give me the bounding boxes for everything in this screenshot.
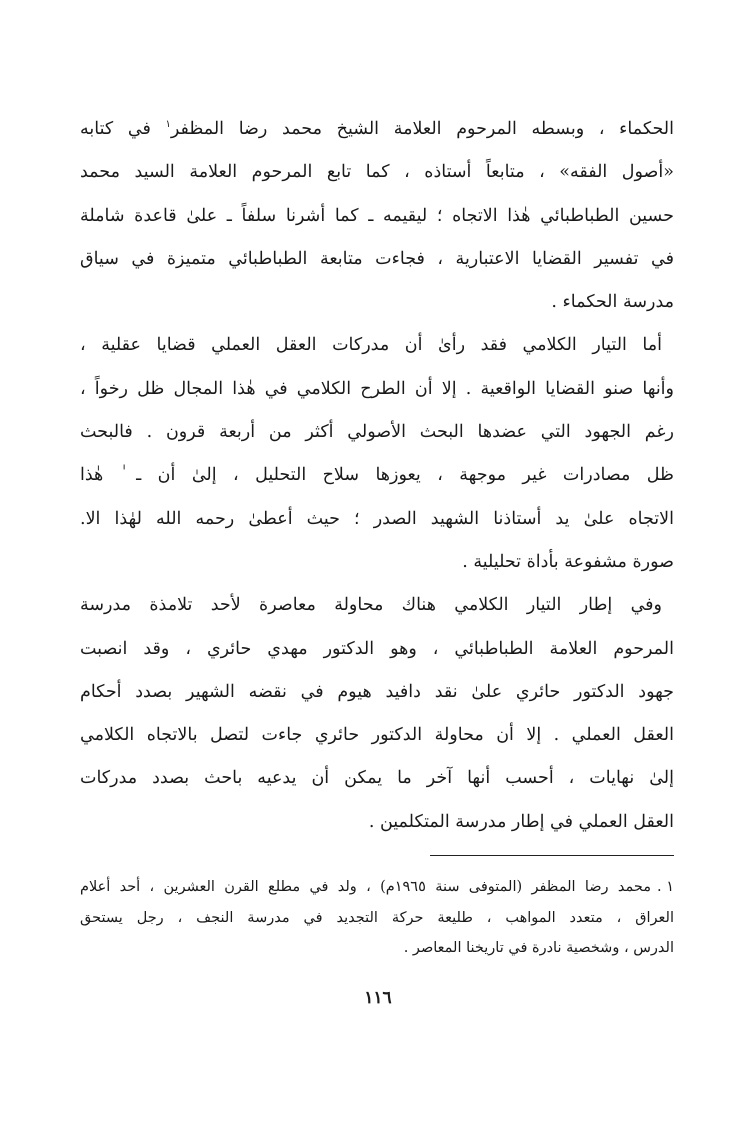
text-line: الاتجاه علىٰ يد أستاذنا الشهيد الصدر ؛ حيث أعطىٰ رحمه الله لهٰذا الا. (80, 508, 674, 529)
text-line: وأنها صنو القضايا الواقعية . إلا أن الطرح الكلامي في هٰذا المجال ظل رخواً ، (80, 378, 674, 399)
text-line: في تفسير القضايا الاعتبارية ، فجاءت متابعة الطباطبائي متميزة في سياق (80, 248, 674, 269)
text-line: أما التيار الكلامي فقد رأىٰ أن مدركات العقل العملي قضايا عقلية ، (80, 335, 662, 356)
text-line: ظل مصادرات غير موجهة ، يعوزها سلاح التحليل ، إلىٰ أن ـ ٰ هٰذا (80, 465, 674, 486)
footnote-number: ١ . (656, 879, 674, 895)
text-line: صورة مشفوعة بأداة تحليلية . (462, 551, 674, 572)
page-number: ١١٦ (364, 988, 392, 1008)
text-line: المرحوم العلامة الطباطبائي ، وهو الدكتور مهدي حائري ، وقد انصبت (80, 638, 674, 659)
text-line: رغم الجهود التي عضدها البحث الأصولي أكثر من أربعة قرون . فالبحث (80, 422, 674, 443)
text-line: جهود الدكتور حائري علىٰ نقد دافيد هيوم في نقضه الشهير بصدد أحكام (80, 681, 674, 702)
text-line: حسين الطباطبائي هٰذا الاتجاه ؛ ليقيمه ـ كما أشرنا سلفاً ـ علىٰ قاعدة شاملة (80, 205, 674, 226)
text-line: العقل العملي . إلا أن محاولة الدكتور حائري جاءت لتصل بالاتجاه الكلامي (80, 725, 674, 746)
footnote-line: العراق ، متعدد المواهب ، طليعة حركة التجديد في مدرسة النجف ، رجل يستحق (80, 909, 674, 926)
text-line: إلىٰ نهايات ، أحسب أنها آخر ما يمكن أن يدعيه باحث بصدد مدركات (80, 768, 674, 789)
body-text (80, 108, 674, 844)
footnote (80, 872, 674, 964)
text-line: الحكماء ، وبسطه المرحوم العلامة الشيخ محمد رضا المظفر$^١$ في كتابه (80, 119, 674, 139)
footnote-line: الدرس ، وشخصية نادرة في تاريخنا المعاصر . (403, 940, 674, 956)
footnote-line: ١ .محمد رضا المظفر (المتوفى سنة ١٩٦٥م) ، ولد في مطلع القرن العشرين ، أحد أعلام (80, 872, 674, 903)
text-line: «أصول الفقه» ، متابعاً أستاذه ، كما تابع المرحوم العلامة السيد محمد (80, 162, 674, 183)
footnote-divider (430, 855, 674, 856)
text-line: العقل العملي في إطار مدرسة المتكلمين . (368, 811, 674, 832)
text-line: مدرسة الحكماء . (551, 292, 674, 313)
footnote-reference[interactable]: ١ (165, 119, 171, 131)
text-line: وفي إطار التيار الكلامي هناك محاولة معاصرة لأحد تلامذة مدرسة (80, 595, 662, 616)
